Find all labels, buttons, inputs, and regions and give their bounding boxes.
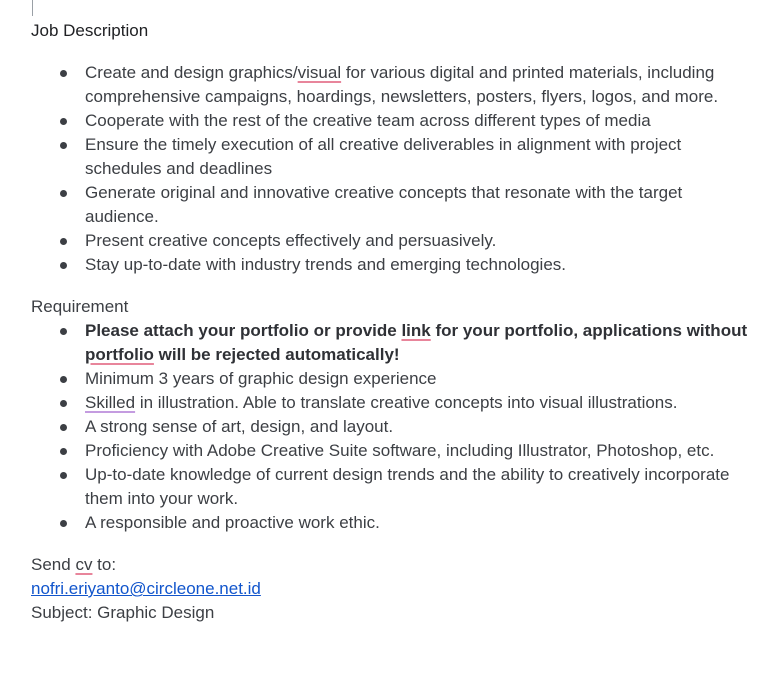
item-text: Minimum 3 years of graphic design experience <box>85 369 437 388</box>
list-item <box>31 367 751 391</box>
job-description-list <box>31 61 751 277</box>
email-line <box>31 577 751 601</box>
list-item <box>31 439 751 463</box>
item-text: for your portfolio, applications without <box>430 321 748 340</box>
list-item <box>31 511 751 535</box>
requirement-list <box>31 319 751 535</box>
item-text: Proficiency with Adobe Creative Suite software, including Illustrator, Photoshop, etc. <box>85 441 715 460</box>
item-text: Ensure the timely execution of all creative deliverables in alignment with project schedules and deadlines <box>85 135 682 178</box>
spelling-flag-word[interactable]: link <box>401 321 431 340</box>
grammar-flag-word[interactable]: Skilled <box>85 393 136 412</box>
list-item <box>31 319 751 367</box>
item-text: Please attach your portfolio or provide <box>85 321 402 340</box>
requirement-heading: Requirement <box>31 297 129 316</box>
list-item <box>31 415 751 439</box>
item-text: Up-to-date knowledge of current design trends and the ability to creatively incorporate them into your work. <box>85 465 730 508</box>
item-text: Present creative concepts effectively and persuasively. <box>85 231 497 250</box>
list-item <box>31 229 751 253</box>
subject-line: Subject: Graphic Design <box>31 603 215 622</box>
text-cursor <box>32 0 33 16</box>
list-item <box>31 253 751 277</box>
item-text: A responsible and proactive work ethic. <box>85 513 380 532</box>
list-item <box>31 463 751 511</box>
item-text: Stay up-to-date with industry trends and emerging technologies. <box>85 255 566 274</box>
list-item <box>31 109 751 133</box>
item-text: Generate original and innovative creative concepts that resonate with the target audience. <box>85 183 683 226</box>
item-text: will be rejected automatically! <box>153 345 400 364</box>
list-item <box>31 391 751 415</box>
email-link[interactable]: nofri.eriyanto@circleone.net.id <box>31 579 261 598</box>
document-body[interactable] <box>31 19 751 625</box>
list-item <box>31 181 751 229</box>
item-text: for various digital and printed materials, including comprehensive campaigns, hoardings, newsletters, posters, flyers, logos, and more. <box>85 63 719 106</box>
send-text: to: <box>92 555 117 574</box>
item-text: Create and design graphics/ <box>85 63 298 82</box>
item-text: in illustration. Able to translate creative concepts into visual illustrations. <box>135 393 678 412</box>
list-item <box>31 61 751 109</box>
item-text: Cooperate with the rest of the creative team across different types of media <box>85 111 651 130</box>
spelling-flag-word[interactable]: portfolio <box>85 345 154 364</box>
job-description-heading: Job Description <box>31 21 149 40</box>
send-text: Send <box>31 555 76 574</box>
send-cv-line <box>31 553 751 577</box>
item-text: A strong sense of art, design, and layout. <box>85 417 394 436</box>
spelling-flag-word[interactable]: visual <box>297 63 342 82</box>
list-item <box>31 133 751 181</box>
spelling-flag-word[interactable]: cv <box>75 555 93 574</box>
